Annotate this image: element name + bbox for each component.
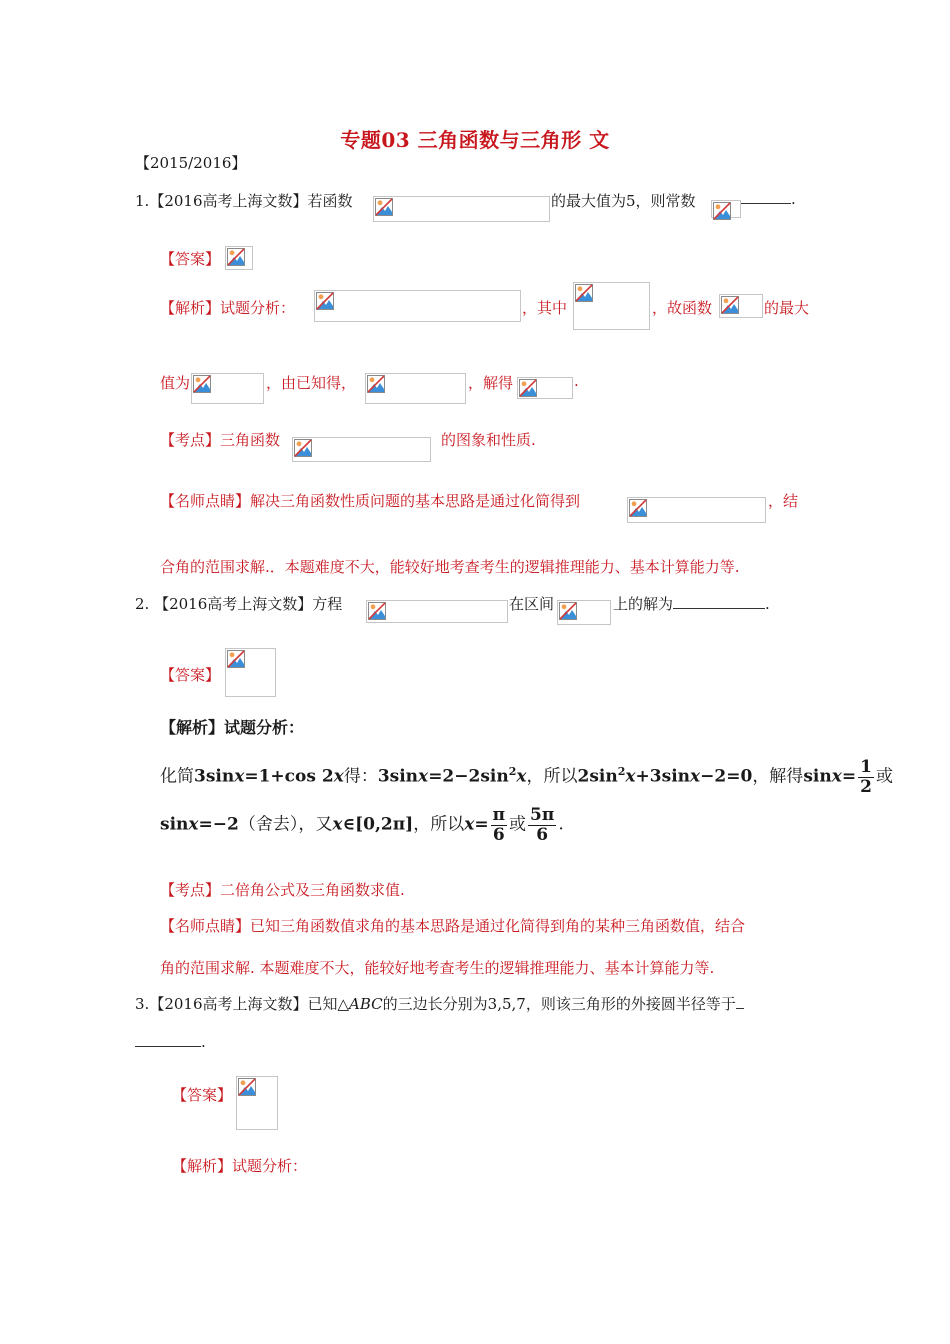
analysis-label: 【解析】: [160, 299, 221, 317]
kaodian-line: 【考点】二倍角公式及三角函数求值.: [160, 881, 405, 899]
math-var: x: [831, 766, 842, 787]
kaodian-label: 【考点】: [160, 881, 221, 899]
broken-image-icon: [367, 375, 385, 393]
period: .: [201, 1033, 206, 1051]
math-text: 得：: [343, 766, 378, 787]
math-text: 或: [875, 766, 893, 787]
mingshi-line: 【名师点睛】解决三角函数性质问题的基本思路是通过化简得到: [160, 492, 581, 510]
broken-image-icon: [629, 499, 647, 517]
solution-line-1: [160, 758, 893, 796]
question-source: 【2016高考上海文数】: [149, 192, 308, 210]
math-text: =2−2sin: [428, 766, 509, 787]
math-text: 化简: [160, 766, 194, 787]
question-text: 上的解为: [613, 595, 674, 613]
math-text: =: [474, 814, 489, 835]
fraction: [858, 758, 874, 796]
analysis-text: ，解得: [468, 374, 514, 392]
broken-image-icon: [375, 198, 393, 216]
math-text: sin: [160, 814, 189, 835]
question-text: 方程: [312, 595, 343, 613]
question-text: 若函数: [307, 192, 353, 210]
math-var: x: [234, 766, 245, 787]
math-var: x: [516, 766, 527, 787]
solution-line-2: [160, 806, 564, 844]
analysis-line: 【解析】试题分析：: [160, 299, 296, 317]
math-text: ，所以: [413, 814, 465, 835]
kaodian-label: 【考点】: [160, 431, 221, 449]
broken-image-icon: [227, 248, 245, 266]
analysis-text: .: [574, 372, 579, 390]
question-2-line: [135, 593, 342, 614]
analysis-text: 的最大: [764, 299, 810, 317]
math-var: x: [333, 766, 344, 787]
broken-image-icon: [238, 1078, 256, 1096]
triangle-name: ABC: [349, 995, 383, 1013]
formula-image: [517, 377, 573, 399]
mingshi-text: ，结: [768, 492, 799, 510]
math-text: ，所以: [526, 766, 578, 787]
question-number: 3.: [135, 995, 150, 1013]
answer-blank: [741, 191, 791, 204]
formula-image: [719, 294, 763, 318]
math-text: +3sin: [635, 766, 691, 787]
period: .: [765, 595, 770, 613]
kaodian-line: 【考点】三角函数: [160, 431, 281, 449]
math-text: （舍去），又: [238, 814, 333, 835]
answer-label: 【答案】: [160, 250, 221, 268]
math-var: x: [464, 814, 475, 835]
formula-image: [627, 497, 766, 523]
math-sup: 2: [617, 765, 626, 779]
math-text: sin: [803, 766, 832, 787]
analysis-line: 【解析】试题分析：: [172, 1157, 308, 1175]
question-source: 【2016高考上海文数】: [154, 595, 313, 613]
question-text: 在区间: [509, 595, 555, 613]
answer-blank: [736, 996, 744, 1009]
mingshi-text: 合角的范围求解.．本题难度不大，能较好地考查考生的逻辑推理能力、基本计算能力等.: [160, 558, 740, 576]
broken-image-icon: [713, 202, 731, 220]
mingshi-line: 【名师点睛】已知三角函数值求角的基本思路是通过化简得到角的某种三角函数值，结合: [160, 917, 746, 935]
denominator: 2: [860, 776, 872, 797]
answer-image: [225, 246, 253, 270]
question-text: 的最大值为5，则常数: [551, 192, 696, 210]
formula-image: [711, 200, 741, 218]
period: .: [791, 190, 796, 208]
question-number: 2.: [135, 595, 150, 613]
math-text: 3sin: [377, 766, 419, 787]
formula-image: [366, 600, 508, 623]
question-number: 1.: [135, 192, 150, 210]
kaodian-text: 的图象和性质.: [441, 431, 536, 449]
answer-image: [225, 648, 276, 697]
math-text: 2sin: [577, 766, 618, 787]
analysis-text: ，由已知得，: [266, 374, 357, 392]
mingshi-text: 角的范围求解. 本题难度不大，能较好地考查考生的逻辑推理能力、基本计算能力等.: [160, 959, 715, 977]
analysis-text: ，其中: [522, 299, 568, 317]
numerator: 5π: [530, 805, 555, 825]
year-tag: 【2015/2016】: [135, 154, 247, 172]
math-text: ∈[0,2π]: [342, 814, 414, 835]
formula-image: [573, 282, 650, 330]
denominator: 6: [492, 824, 505, 845]
broken-image-icon: [575, 284, 593, 302]
broken-image-icon: [227, 650, 245, 668]
analysis-label: 【解析】试题分析：: [160, 718, 305, 737]
mingshi-label: 【名师点睛】: [160, 917, 251, 935]
broken-image-icon: [519, 379, 537, 397]
math-text: =−2: [198, 814, 239, 835]
math-text: −2=0: [700, 766, 753, 787]
math-var: x: [625, 766, 636, 787]
question-source: 【2016高考上海文数】: [149, 995, 308, 1013]
math-var: x: [690, 766, 701, 787]
question-3-line: [135, 993, 744, 1014]
math-text: .: [558, 814, 564, 835]
answer-label: 【答案】: [160, 666, 221, 684]
broken-image-icon: [559, 602, 577, 620]
broken-image-icon: [294, 439, 312, 457]
formula-image: [191, 373, 264, 404]
math-text: =1+cos 2: [244, 766, 334, 787]
mingshi-label: 【名师点睛】: [160, 492, 251, 510]
math-text: =: [841, 766, 857, 787]
math-text: 或: [509, 814, 527, 835]
broken-image-icon: [368, 602, 386, 620]
analysis-text: 值为: [160, 374, 191, 392]
numerator: 1: [860, 757, 872, 777]
math-text: ，解得: [752, 766, 804, 787]
answer-blank: [135, 1034, 201, 1047]
broken-image-icon: [721, 296, 739, 314]
math-text: 3sin: [194, 766, 235, 787]
formula-image: [292, 437, 431, 462]
answer-label: 【答案】: [172, 1086, 233, 1104]
broken-image-icon: [316, 292, 334, 310]
formula-image: [365, 373, 466, 404]
denominator: 6: [536, 824, 549, 845]
question-text: 已知△: [307, 995, 350, 1013]
formula-image: [314, 290, 521, 322]
math-sup: 2: [508, 765, 517, 779]
fraction: [491, 806, 507, 844]
fraction: [528, 806, 556, 844]
question-text: 的三边长分别为3,5,7，则该三角形的外接圆半径等于: [382, 995, 736, 1013]
broken-image-icon: [193, 375, 211, 393]
math-var: x: [188, 814, 199, 835]
page-title: 专题03 三角函数与三角形 文: [340, 128, 610, 152]
math-var: x: [332, 814, 343, 835]
answer-blank: [673, 596, 765, 609]
question-1-line: [135, 190, 353, 211]
math-var: x: [418, 766, 429, 787]
numerator: π: [492, 805, 506, 825]
formula-image: [373, 196, 550, 222]
analysis-label: 【解析】: [172, 1157, 233, 1175]
analysis-text: ，故函数: [652, 299, 713, 317]
answer-image: [236, 1076, 278, 1130]
formula-image: [557, 600, 611, 625]
